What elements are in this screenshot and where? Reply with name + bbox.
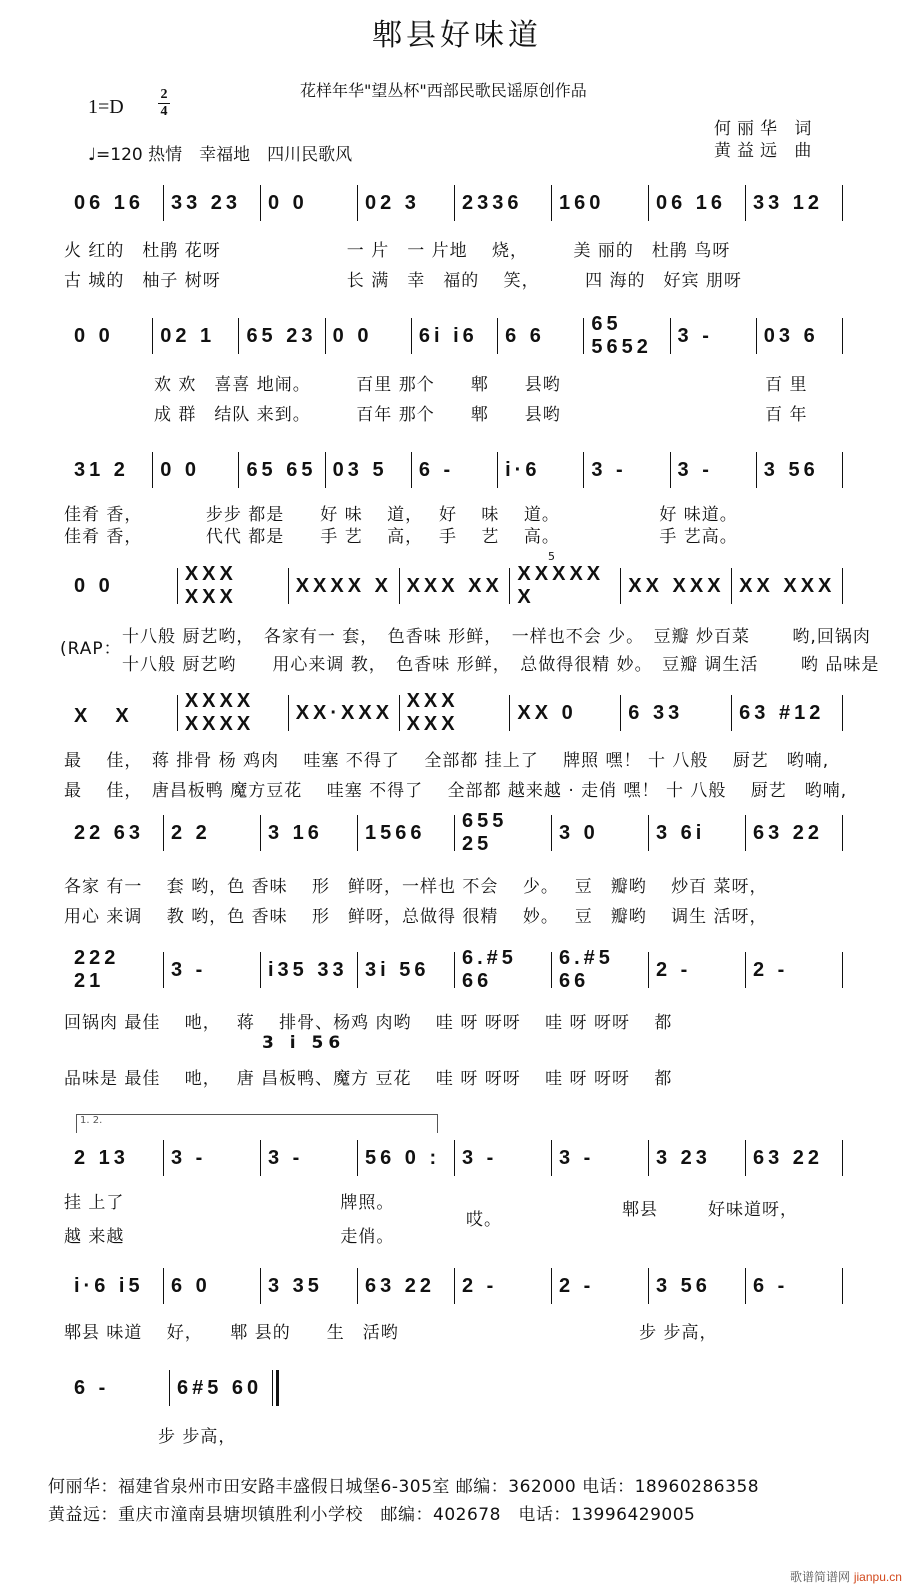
bar-line (842, 1140, 843, 1176)
bar-line (238, 452, 239, 488)
time-signature-top: 2 (160, 87, 168, 102)
bar-line (745, 952, 746, 988)
watermark (790, 1568, 902, 1585)
measure: 63 #12 (739, 701, 825, 724)
bar-line (238, 318, 239, 354)
measure: 6 - (418, 458, 455, 481)
measure: 06 16 (74, 191, 145, 214)
bar-line (177, 695, 178, 731)
bar-line (745, 815, 746, 851)
tempo-marking: ♩=120 热情 幸福地 四川民歌风 (88, 145, 353, 165)
bar-line (177, 568, 178, 604)
measure: 3 - (171, 1146, 207, 1169)
lyric-line: 成 群 结队 来到。 百年 那个 郫 县哟 百 年 (64, 405, 808, 425)
measure: XX XXX (628, 574, 725, 597)
bar-line (509, 695, 510, 731)
bar-line (842, 952, 843, 988)
lyric-fragment: 郫县 (622, 1200, 658, 1220)
measure: 2 - (559, 1274, 595, 1297)
measure: 3 16 (268, 821, 323, 844)
measure: 0 0 (74, 574, 114, 597)
bar-line (648, 1140, 649, 1176)
bar-line (620, 568, 621, 604)
bar-line (842, 1268, 843, 1304)
measure: XXXX X (295, 574, 392, 597)
bar-line (620, 695, 621, 731)
measure: XXX XX (406, 574, 503, 597)
measure: 3i 56 (365, 958, 430, 981)
measure: 22 63 (74, 821, 145, 844)
bar-line (163, 815, 164, 851)
lyric-line: 步 步高， (158, 1427, 237, 1447)
bar-line (670, 318, 671, 354)
bar-line (169, 1370, 170, 1406)
tuplet-marker: 5 (548, 550, 556, 563)
bar-line (357, 1140, 358, 1176)
bar-line (152, 452, 153, 488)
lyric-line: 用心 来调 教 哟，色 香味 形 鲜呀，总做得 很精 妙。 豆 瓣哟 调生 活呀， (64, 907, 768, 927)
measure: 6 0 (171, 1274, 211, 1297)
lyric-line: 挂 上了 牌照。 (64, 1193, 395, 1213)
bar-line (583, 452, 584, 488)
measure: 33 23 (171, 191, 242, 214)
lyric-line: 古 城的 柚子 树呀 长 满 幸 福的 笑， 四 海的 好宾 朋呀 (64, 271, 742, 291)
bar-line (842, 695, 843, 731)
bar-line (399, 695, 400, 731)
measure: 63 22 (753, 821, 824, 844)
measure: 3 35 (268, 1274, 323, 1297)
measure: 06 16 (656, 191, 727, 214)
watermark-site: jianpu.cn (853, 1570, 902, 1584)
measure: XX·XXX (295, 701, 394, 724)
measure: i·6 (505, 458, 541, 481)
bar-line (163, 185, 164, 221)
lyric-line: 郫县 味道 好， 郫 县的 生 活哟 步 步高， (64, 1323, 718, 1343)
bar-line (842, 815, 843, 851)
score-subtitle: 花样年华"望丛杯"西部民歌民谣原创作品 (300, 81, 587, 100)
bar-line (842, 452, 843, 488)
measure: 03 5 (332, 458, 388, 481)
bar-line (163, 952, 164, 988)
lyric-line: 佳肴 香， 步步 都是 好 味 道， 好 味 道。 好 味道。 (64, 505, 738, 525)
bar-line (731, 695, 732, 731)
lyric-line: 各家 有一 套 哟，色 香味 形 鲜呀，一样也 不会 少。 豆 瓣哟 炒百 菜呀， (64, 877, 768, 897)
measure: 3 - (559, 1146, 595, 1169)
bar-line (745, 185, 746, 221)
bar-line (357, 1268, 358, 1304)
alternate-notes: 3 i 56 (262, 1033, 346, 1053)
bar-line (551, 1268, 552, 1304)
bar-line (399, 568, 400, 604)
measure: 6#5 60 (177, 1376, 263, 1399)
measure: 160 (559, 191, 605, 214)
measure: 3 56 (763, 458, 819, 481)
measure: 31 2 (74, 458, 129, 481)
measure: XXXX XXXX (184, 690, 255, 735)
lyric-line: 火 红的 杜鹃 花呀 一 片 一 片地 烧， 美 丽的 杜鹃 鸟呀 (64, 241, 731, 261)
bar-line (756, 452, 757, 488)
measure: XX 0 (517, 701, 577, 724)
rap-label: (RAP： (60, 639, 122, 659)
measure: 6.#5 66 (559, 947, 614, 992)
bar-line (152, 318, 153, 354)
measure: 0 0 (160, 458, 201, 481)
bar-line (454, 1268, 455, 1304)
bar-line (454, 1140, 455, 1176)
lyric-fragment: 哎。 (466, 1210, 502, 1230)
measure: 56 0 : (365, 1146, 441, 1169)
bar-line (411, 452, 412, 488)
lyric-line: 最 佳， 蒋 排骨 杨 鸡肉 哇塞 不得了 全部都 挂上了 牌照 嘿！ 十 八般 厨艺 哟喃, (64, 751, 830, 771)
measure: 6 - (753, 1274, 789, 1297)
measure: 1566 (365, 821, 426, 844)
bar-line (497, 318, 498, 354)
lyric-line: 欢 欢 喜喜 地闹。 百里 那个 郫 县哟 百 里 (64, 375, 808, 395)
bar-line (551, 815, 552, 851)
measure: 65 65 (246, 458, 317, 481)
measure: 63 22 (753, 1146, 824, 1169)
bar-line (648, 815, 649, 851)
bar-line (288, 568, 289, 604)
lyric-fragment: 好味道呀， (708, 1200, 798, 1220)
measure: i·6 i5 (74, 1274, 144, 1297)
measure: 3 - (462, 1146, 498, 1169)
measure: 6.#5 66 (462, 947, 517, 992)
bar-line (551, 1140, 552, 1176)
measure: 2 2 (171, 821, 211, 844)
bar-line (551, 952, 552, 988)
measure: 3 - (677, 458, 713, 481)
composer-credit: 黄益远 曲 (714, 141, 818, 161)
bar-line (163, 1268, 164, 1304)
measure: 3 6i (656, 821, 706, 844)
measure: 02 3 (365, 191, 420, 214)
measure: 0 0 (268, 191, 308, 214)
measure: 65 5652 (591, 313, 652, 358)
time-signature-bottom: 4 (160, 104, 168, 119)
lyricist-address: 何丽华：福建省泉州市田安路丰盛假日城堡6-305室 邮编：362000 电话：18960286358 (48, 1477, 760, 1497)
volta-bracket: 1. 2. (76, 1114, 438, 1133)
measure: 3 - (591, 458, 627, 481)
bar-line (357, 952, 358, 988)
lyric-line: 佳肴 香， 代代 都是 手 艺 高， 手 艺 高。 手 艺高。 (64, 527, 738, 547)
bar-line (756, 318, 757, 354)
measure: 6 33 (628, 701, 684, 724)
measure: 222 21 (74, 947, 120, 992)
lyric-line: 回锅肉 最佳 吔， 蒋 排骨、杨鸡 肉哟 哇 呀 呀呀 哇 呀 呀呀 都 (64, 1013, 673, 1033)
bar-line (454, 952, 455, 988)
bar-line (583, 318, 584, 354)
bar-line (260, 1268, 261, 1304)
bar-line (454, 815, 455, 851)
lyric-line: 最 佳， 唐昌板鸭 魔方豆花 哇塞 不得了 全部都 越来越 · 走俏 嘿！ 十 八般 厨艺 哟喃, (64, 781, 848, 801)
bar-line (842, 318, 843, 354)
measure: 0 0 (74, 324, 114, 347)
bar-line (842, 568, 843, 604)
key-signature: 1=D (88, 96, 124, 118)
bar-line (260, 1140, 261, 1176)
bar-line (670, 452, 671, 488)
measure: XXX XXX (184, 563, 237, 608)
composer-address: 黄益远：重庆市潼南县塘坝镇胜利小学校 邮编：402678 电话：13996429005 (48, 1505, 696, 1525)
measure: XXX XXX (406, 690, 459, 735)
measure: X X (74, 704, 133, 727)
measure: 65 23 (246, 324, 317, 347)
measure: XXXXX X (517, 563, 605, 608)
bar-line (454, 185, 455, 221)
measure: 3 56 (656, 1274, 711, 1297)
bar-line (745, 1268, 746, 1304)
measure: 3 - (171, 958, 207, 981)
measure: 2 13 (74, 1146, 129, 1169)
measure: 33 12 (753, 191, 824, 214)
measure: 2 - (462, 1274, 498, 1297)
measure: 6i i6 (418, 324, 478, 347)
measure: 02 1 (160, 324, 216, 347)
lyric-line: 越 来越 走俏。 (64, 1227, 395, 1247)
bar-line (357, 815, 358, 851)
bar-line (357, 185, 358, 221)
bar-line (842, 185, 843, 221)
lyricist-credit: 何丽华 词 (714, 119, 818, 139)
bar-line (745, 1140, 746, 1176)
bar-line (648, 185, 649, 221)
bar-line (325, 452, 326, 488)
bar-line (648, 952, 649, 988)
bar-line (163, 1140, 164, 1176)
bar-line (497, 452, 498, 488)
bar-line (260, 815, 261, 851)
measure: 6 6 (505, 324, 545, 347)
time-signature (158, 88, 170, 119)
bar-line (731, 568, 732, 604)
bar-line (509, 568, 510, 604)
score-title: 郫县好味道 (372, 18, 542, 53)
measure: 2 - (656, 958, 692, 981)
measure: 2 - (753, 958, 789, 981)
measure: 63 22 (365, 1274, 436, 1297)
lyric-line: 十八般 厨艺哟， 各家有一 套， 色香味 形鲜， 一样也不会 少。 豆瓣 炒百菜 哟,回锅肉 (122, 627, 871, 647)
bar-line (325, 318, 326, 354)
lyric-line: 品味是 最佳 吔， 唐 昌板鸭、魔方 豆花 哇 呀 呀呀 哇 呀 呀呀 都 (64, 1069, 673, 1089)
measure: 03 6 (763, 324, 819, 347)
measure: XX XXX (739, 574, 836, 597)
lyric-line: 十八般 厨艺哟 用心来调 教， 色香味 形鲜， 总做得很精 妙。 豆瓣 调生活 哟 品味是 (122, 655, 880, 675)
measure: i35 33 (268, 958, 348, 981)
bar-line (648, 1268, 649, 1304)
final-bar-line (276, 1370, 279, 1406)
bar-line (551, 185, 552, 221)
bar-line (260, 185, 261, 221)
measure: 3 0 (559, 821, 599, 844)
watermark-text: 歌谱简谱网 (790, 1570, 851, 1584)
measure: 2336 (462, 191, 523, 214)
credits (714, 118, 817, 162)
bar-line (272, 1370, 273, 1406)
measure: 6 - (74, 1376, 110, 1399)
measure: 0 0 (332, 324, 373, 347)
measure: 3 23 (656, 1146, 711, 1169)
bar-line (411, 318, 412, 354)
bar-line (260, 952, 261, 988)
measure: 655 25 (462, 810, 508, 855)
bar-line (288, 695, 289, 731)
measure: 3 - (268, 1146, 304, 1169)
measure: 3 - (677, 324, 713, 347)
